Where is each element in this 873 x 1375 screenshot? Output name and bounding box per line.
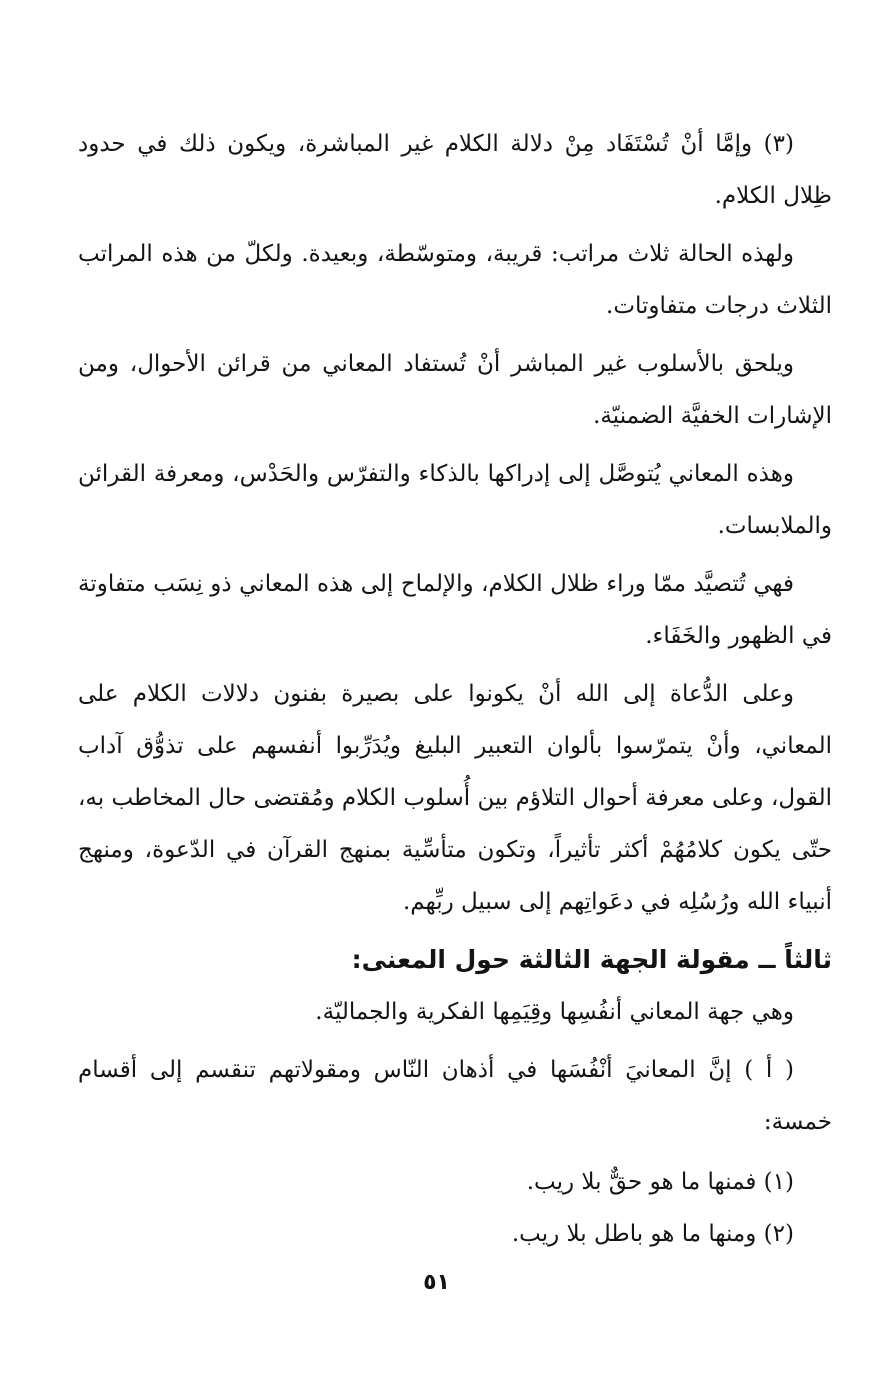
page-number: ٥١	[423, 1270, 450, 1295]
paragraph-intuition: وهذه المعاني يُتوصَّل إلى إدراكها بالذكاء والتفرّس والحَدْس، ومعرفة القرائن والملابسات.	[78, 461, 832, 539]
paragraph-shadows: فهي تُتصيَّد ممّا وراء ظلال الكلام، والإلماح إلى هذه المعاني ذو نِسَب متفاوتة في الظهور والخَفَاء.	[78, 571, 832, 649]
paragraph-three-levels: ولهذه الحالة ثلاث مراتب: قريبة، ومتوسّطة، وبعيدة. ولكلّ من هذه المراتب الثلاث درجات متفاوتات.	[78, 241, 832, 319]
paragraph-indirect-meaning: (٣) وإمَّا أنْ تُسْتَفَاد مِنْ دلالة الكلام غير المباشرة، ويكون ذلك في حدود ظِلال الكلام.	[78, 131, 832, 209]
paragraph-meanings-values: وهي جهة المعاني أنفُسِها وقِيَمِها الفكرية والجماليّة.	[315, 999, 794, 1025]
paragraph-five-divisions: ( أ ) إنَّ المعانيَ أنْفُسَها في أذهان النّاس ومقولاتهم تنقسم إلى أقسام خمسة:	[78, 1057, 832, 1135]
page-body	[78, 118, 832, 1260]
paragraph-context-clues: ويلحق بالأسلوب غير المباشر أنْ تُستفاد المعاني من قرائن الأحوال، ومن الإشارات الخفيَّة الضمنيّة.	[78, 351, 832, 429]
section-heading: ثالثاً ــ مقولة الجهة الثالثة حول المعنى:	[351, 945, 832, 974]
paragraph-preachers: وعلى الدُّعاة إلى الله أنْ يكونوا على بصيرة بفنون دلالات الكلام على المعاني، وأنْ يتمرّسوا بألوان التعبير البليغ ويُدَرِّبوا أنفسهم على تذوُّق آداب القول، وعلى معرفة أحوال التلاؤم بين أُسلوب الكلام ومُقتضى حال المخاطب به، حتّى يكون كلامُهُمْ أكثر تأثيراً، وتكون متأسِّية بمنهج القرآن في الدّعوة، ومنهج أنبياء الله ورُسُلِه في دعَواتِهم إلى سبيل ربِّهم.	[78, 681, 832, 915]
list-item: (١) فمنها ما هو حقٌّ بلا ريب.	[526, 1169, 794, 1195]
list-item: (٢) ومنها ما هو باطل بلا ريب.	[511, 1221, 794, 1247]
